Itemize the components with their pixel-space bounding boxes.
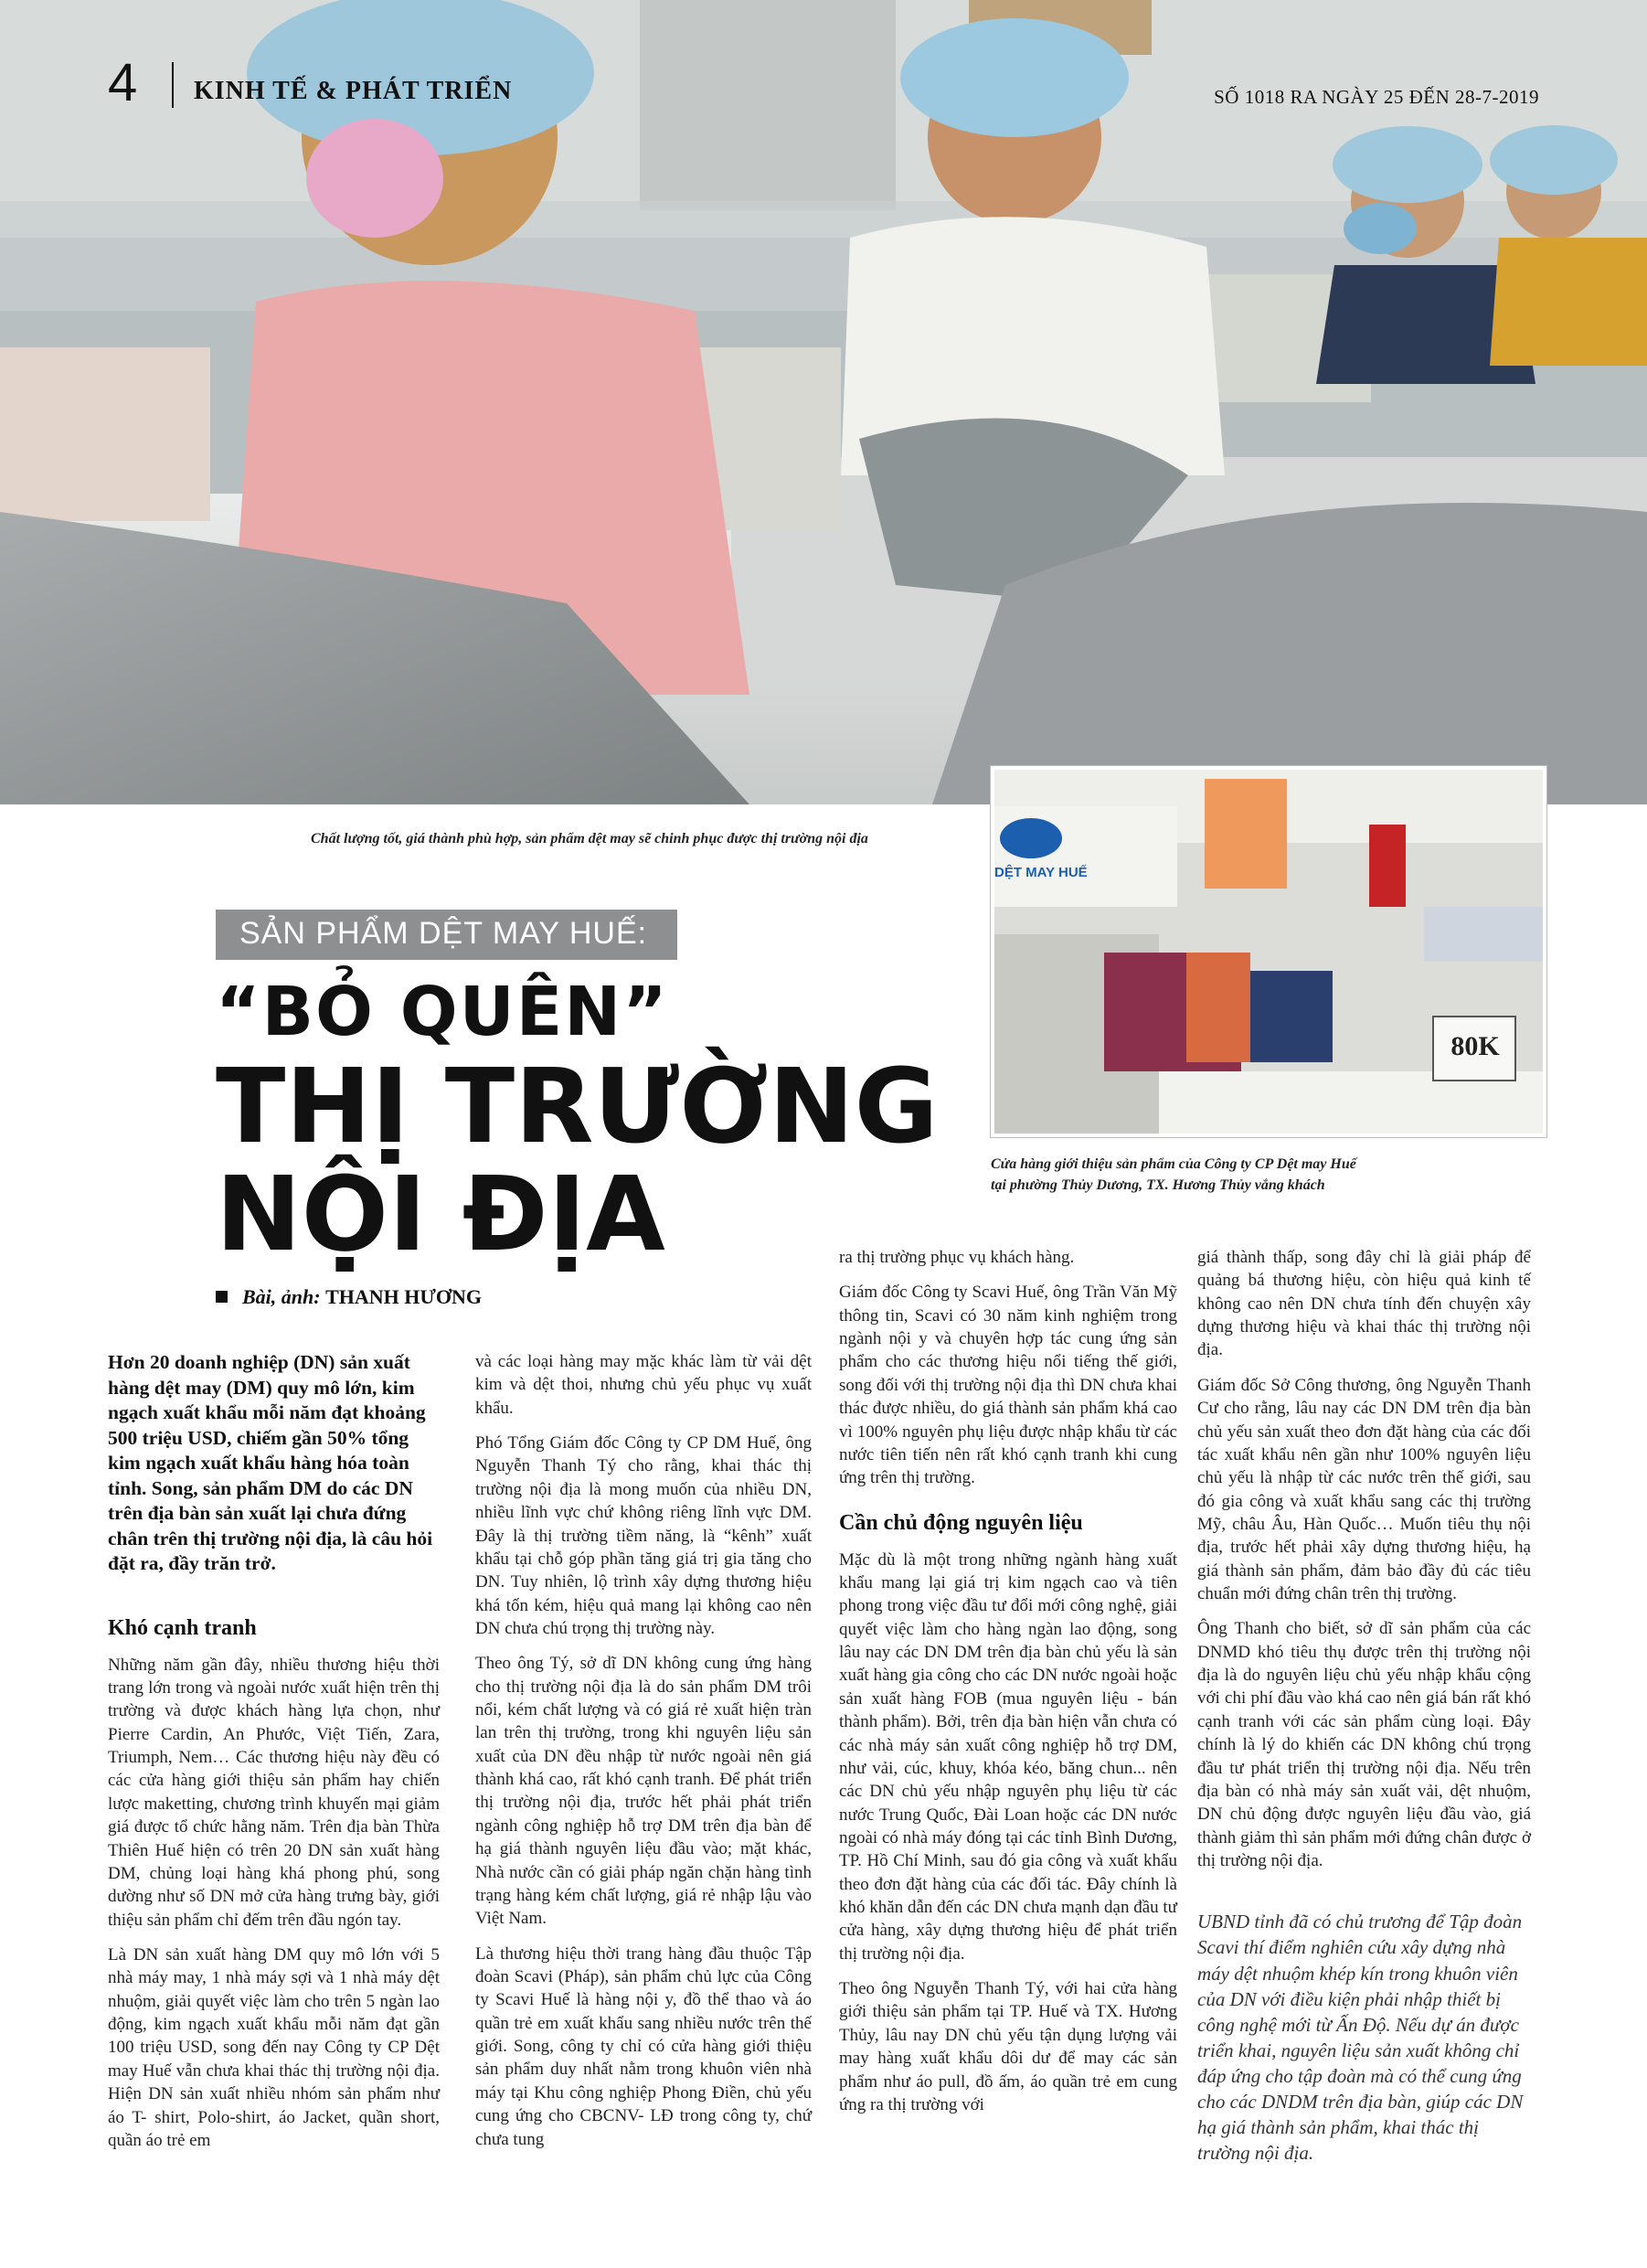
paragraph: và các loại hàng may mặc khác làm từ vải dệt kim và dệt thoi, nhưng chủ yếu phục vụ xuất khẩu. (475, 1352, 812, 1418)
column-4 (1197, 1246, 1531, 2178)
main-photo (0, 0, 1647, 804)
inset-photo-caption (991, 1154, 1503, 1196)
paragraph: Mặc dù là một trong những ngành hàng xuất khẩu mang lại giá trị kim ngạch cao và tiên phong trong việc đầu tư đổi mới công nghệ, giải quyết việc làm cho hàng ngàn lao động, song lâu nay các DN DM trên địa bàn chủ yếu là sản xuất hàng gia công cho các DN nước ngoài hoặc sản xuất hàng FOB (mua nguyên liệu - bán thành phẩm). Bởi, trên địa bàn hiện vẫn chưa có các nhà máy sản xuất công nghiệp hỗ trợ DM, như vải, cúc, khuy, khóa kéo, băng chun... nên các DN chủ yếu nhập nguyên phụ liệu từ các nước Trung Quốc, Đài Loan hoặc các DN nước ngoài có nhà máy đóng tại các tỉnh Bình Dương, TP. Hồ Chí Minh, sau đó gia công và xuất khẩu theo đơn đặt hàng của các đối tác. Đây chính là khó khăn dẫn đến các DN chưa mạnh dạn đầu tư cửa hàng, xây dựng thương hiệu để phát triển thị trường nội địa. (839, 1549, 1177, 1964)
byline-label: Bài, ảnh: (242, 1285, 321, 1308)
page-number: 4 (108, 53, 138, 112)
column-2 (475, 1350, 812, 2163)
main-photo-caption: Chất lượng tốt, giá thành phù hợp, sản phẩm dệt may sẽ chinh phục được thị trường nội địa (311, 831, 868, 847)
kicker: SẢN PHẨM DỆT MAY HUẾ: (239, 916, 648, 951)
byline-author: THANH HƯƠNG (325, 1285, 483, 1308)
store-sign: DỆT MAY HUẾ (994, 865, 1088, 880)
headline-line-2: THỊ TRƯỜNG (216, 1048, 939, 1166)
column-1 (108, 1350, 440, 2164)
paragraph: ra thị trường phục vụ khách hàng. (839, 1248, 1075, 1267)
paragraph: Theo ông Nguyễn Thanh Tý, với hai cửa hàng giới thiệu sản phẩm tại TP. Huế và TX. Hương Thủy, lâu nay DN chủ yếu tận dụng lượng vải may hàng xuất khẩu dôi dư để may các sản phẩm như áo pull, đồ ấm, áo quần trẻ em cung ứng ra thị trường với (839, 1979, 1177, 2114)
paragraph: giá thành thấp, song đây chỉ là giải pháp để quảng bá thương hiệu, còn hiệu quả kinh tế không cao nên DN chưa tính đến chuyện xây dựng thương hiệu và khai thác thị trường nội địa. (1197, 1248, 1531, 1360)
headline-line-3: NỘI ĐỊA (216, 1155, 665, 1274)
store-photo-illustration (994, 770, 1543, 1134)
factory-photo-illustration (0, 0, 1647, 804)
paragraph: Theo ông Tý, sở dĩ DN không cung ứng hàng cho thị trường nội địa là do sản phẩm DM trôi nổi, kém chất lượng và có giá rẻ xuất hiện tràn lan trên thị trường, trong khi nguyên liệu sản xuất của DN đều nhập từ nước ngoài nên giá thành khá cao, rất khó cạnh tranh. Để phát triển thị trường nội địa, trước hết phải phát triển ngành công nghiệp hỗ trợ DM trên địa bàn để hạ giá thành nguyên liệu đầu vào; mặt khác, Nhà nước cần có giải pháp ngăn chặn hàng tình trạng hàng kém chất lượng, giá rẻ nhập lậu vào Việt Nam. (475, 1654, 812, 1929)
byline-bullet-icon (216, 1291, 228, 1303)
inset-photo (991, 766, 1546, 1137)
byline (216, 1285, 482, 1309)
inset-caption-line-1: Cửa hàng giới thiệu sản phẩm của Công ty CP Dệt may Huế (991, 1156, 1356, 1172)
paragraph: Ông Thanh cho biết, sở dĩ sản phẩm của các DNMD khó tiêu thụ được trên thị trường nội địa là do nguyên liệu chủ yếu nhập khẩu cộng với chi phí đầu vào khá cao nên giá bán rất khó cạnh tranh với các sản phẩm cùng loại. Đây chính là lý do khiến các DN không chú trọng đầu tư phát triển thị trường nội địa. Nếu trên địa bàn có nhà máy sản xuất vải, dệt nhuộm, DN chủ động được nguyên liệu đầu vào, giá thành giảm thì sản phẩm mới đứng chân được ở thị trường nội địa. (1197, 1619, 1531, 1870)
subhead-chu-dong-nguyen-lieu: Cần chủ động nguyên liệu (839, 1510, 1083, 1535)
issue-info: SỐ 1018 RA NGÀY 25 ĐẾN 28-7-2019 (1214, 86, 1539, 108)
article-lead: Hơn 20 doanh nghiệp (DN) sản xuất hàng dệt may (DM) quy mô lớn, kim ngạch xuất khẩu mỗi năm đạt khoảng 500 triệu USD, chiếm gần 50% tổng kim ngạch xuất khẩu hàng hóa toàn tỉnh. Song, sản phẩm DM do các DN trên địa bàn sản xuất lại chưa đứng chân trên thị trường nội địa, là câu hỏi đặt ra, đầy trăn trở. (108, 1351, 433, 1575)
headline-line-1: “BỎ QUÊN” (216, 973, 669, 1051)
paragraph: Phó Tổng Giám đốc Công ty CP DM Huế, ông Nguyễn Thanh Tý cho rằng, khai thác thị trường nội địa là mong muốn của nhiều DN, nhiều lĩnh vực chứ không riêng lĩnh vực DM. Đây là thị trường tiềm năng, là “kênh” xuất khẩu tại chỗ góp phần tăng giá trị gia tăng cho DN. Tuy nhiên, lộ trình xây dựng thương hiệu khá tốn kém, hiệu quả mang lại không cao nên DN chưa chú trọng thị trường này. (475, 1433, 812, 1638)
subhead-kho-canh-tranh: Khó cạnh tranh (108, 1615, 257, 1640)
side-note: UBND tỉnh đã có chủ trương để Tập đoàn Scavi thí điểm nghiên cứu xây dựng nhà máy dệt nhuộm khép kín trong khuôn viên của DN với điều kiện phải nhập thiết bị công nghệ mới từ Ấn Độ. Nếu dự án được triển khai, nguyên liệu sản xuất không chỉ đáp ứng cho tập đoàn mà có thể cung ứng cho các DNDM trên địa bàn, giúp các DN hạ giá thành sản phẩm, khai thác thị trường nội địa. (1197, 1911, 1524, 2165)
price-tag: 80K (1450, 1031, 1500, 1061)
column-3 (839, 1246, 1177, 2128)
paragraph: Là thương hiệu thời trang hàng đầu thuộc Tập đoàn Scavi (Pháp), sản phẩm chủ lực của Công ty Scavi Huế là hàng nội y, đồ thể thao và áo quần trẻ em xuất khẩu sang nhiều nước trên thế giới. Song, công ty chỉ có cửa hàng giới thiệu sản phẩm duy nhất nằm trong khuôn viên nhà máy tại Khu công nghiệp Phong Điền, chủ yếu cung ứng cho CBCNV- LĐ trong công ty, chứ chưa tung (475, 1943, 812, 2149)
header-divider (172, 62, 174, 108)
paragraph: Những năm gần đây, nhiều thương hiệu thời trang lớn trong và ngoài nước xuất hiện trên thị trường và được khách hàng lựa chọn, như Pierre Cardin, An Phước, Việt Tiến, Zara, Triumph, Nem… Các thương hiệu này đều có các cửa hàng giới thiệu sản phẩm hay chiến lược maketting, chương trình khuyến mại giảm giá được tổ chức hằng năm. Trên địa bàn Thừa Thiên Huế hiện có trên 20 DN sản xuất hàng DM, chủng loại hàng khá phong phú, song dường như số DN mở cửa hàng trưng bày, giới thiệu sản phẩm chỉ đếm trên đầu ngón tay. (108, 1655, 440, 1930)
paragraph: Giám đốc Công ty Scavi Huế, ông Trần Văn Mỹ thông tin, Scavi có 30 năm kinh nghiệm trong ngành nội y và chuyên hợp tác cung ứng sản phẩm cho các thương hiệu nổi tiếng thế giới, song đối với thị trường nội địa thì DN chưa khai thác được nhiều, do giá thành sản phẩm khá cao vì 100% nguyên phụ liệu được nhập khẩu từ các nước tiên tiến nên rất khó cạnh tranh khi cung ứng trên thị trường. (839, 1283, 1177, 1488)
paragraph: Là DN sản xuất hàng DM quy mô lớn với 5 nhà máy may, 1 nhà máy sợi và 1 nhà máy dệt nhuộm, giải quyết việc làm cho trên 5 ngàn lao động, kim ngạch xuất khẩu mỗi năm đạt gần 100 triệu USD, song đến nay Công ty CP Dệt may Huế vẫn chưa khai thác thị trường nội địa. Hiện DN sản xuất nhiều nhóm sản phẩm như áo T- shirt, Polo-shirt, áo Jacket, quần short, quần áo trẻ em (108, 1944, 440, 2150)
section-title: KINH TẾ & PHÁT TRIỂN (194, 77, 513, 105)
inset-caption-line-2: tại phường Thủy Dương, TX. Hương Thủy vắng khách (991, 1177, 1325, 1194)
paragraph: Giám đốc Sở Công thương, ông Nguyễn Thanh Cư cho rằng, lâu nay các DN DM trên địa bàn chủ yếu sản xuất theo đơn đặt hàng của các đối tác xuất khẩu nên gần như 100% nguyên liệu chủ yếu là nhập từ các nước trên thế giới, sau đó gia công và xuất khẩu sang các thị trường Mỹ, châu Âu, Hàn Quốc… Muốn tiêu thụ nội địa, trước hết phải xây dựng thương hiệu, hạ giá thành sản phẩm, đảm bảo đầy đủ các tiêu chuẩn mới đứng chân trên thị trường. (1197, 1375, 1531, 1604)
